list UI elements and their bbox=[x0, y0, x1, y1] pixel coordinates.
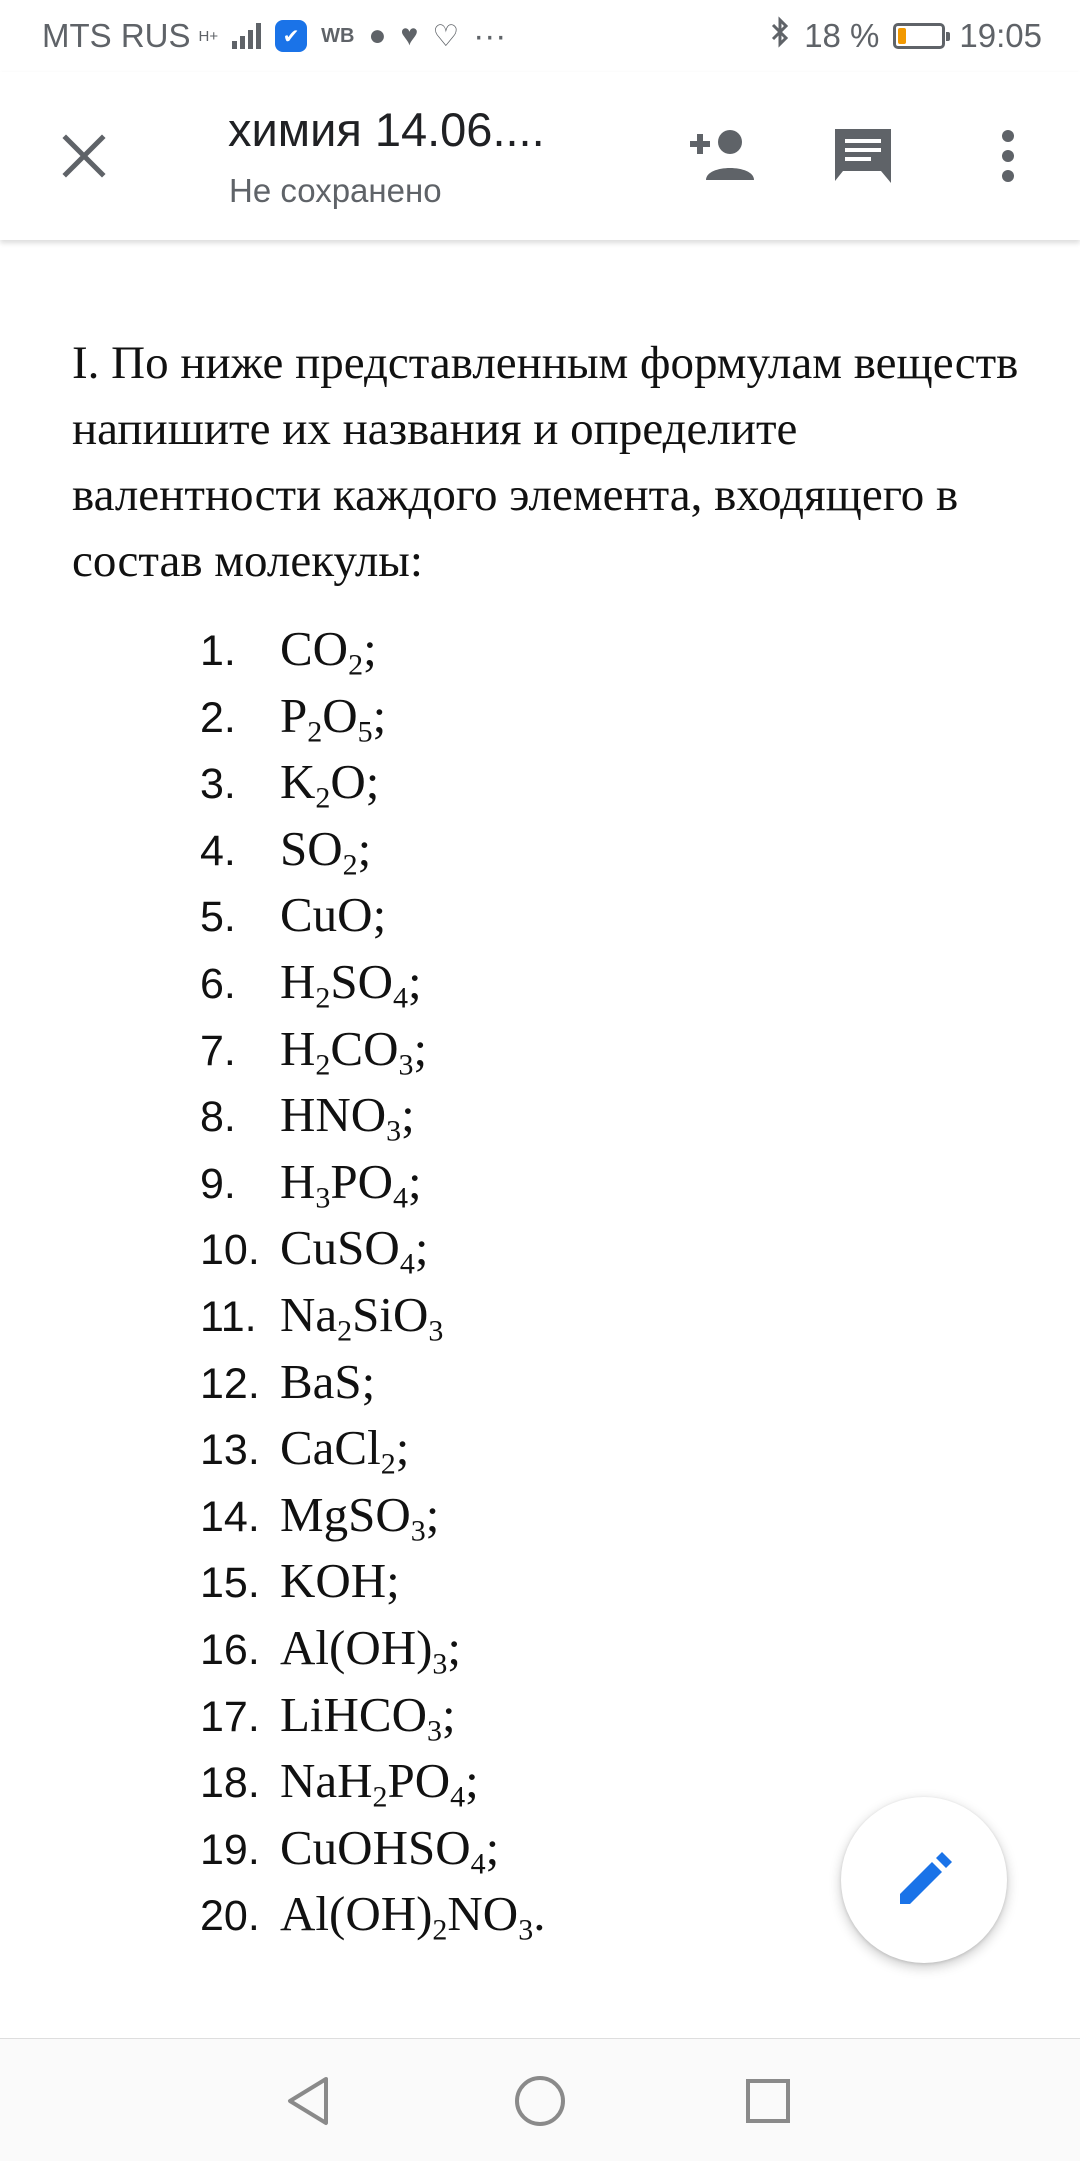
formula-subscript: 2 bbox=[380, 1447, 396, 1481]
formula-subscript: 2 bbox=[372, 1780, 388, 1814]
formula-text: MgSO bbox=[280, 1486, 411, 1542]
formula-text: SO bbox=[330, 953, 394, 1009]
formula-subscript: 2 bbox=[315, 1048, 331, 1082]
formula-text: H bbox=[280, 953, 316, 1009]
formula-item bbox=[72, 1286, 1022, 1353]
close-icon bbox=[62, 134, 106, 178]
formula-subscript: 2 bbox=[315, 781, 331, 815]
chemical-formula bbox=[280, 1552, 400, 1609]
formula-item bbox=[72, 1486, 1022, 1553]
clock: 19:05 bbox=[959, 17, 1042, 54]
formula-item bbox=[72, 1686, 1022, 1753]
formula-subscript: 3 bbox=[518, 1913, 534, 1947]
formula-text: Al(OH) bbox=[280, 1886, 433, 1942]
formula-number: 3. bbox=[200, 760, 236, 809]
formula-text: Na bbox=[280, 1286, 338, 1342]
formula-text: NaH bbox=[280, 1753, 373, 1809]
formula-text: SO bbox=[280, 820, 343, 876]
formula-number: 5. bbox=[200, 893, 236, 942]
formula-text: Al(OH) bbox=[280, 1619, 433, 1675]
formula-text: BaS; bbox=[280, 1353, 376, 1409]
formula-number: 19. bbox=[200, 1825, 260, 1874]
formula-subscript: 3 bbox=[410, 1514, 426, 1548]
formula-text: P bbox=[280, 687, 308, 743]
formula-subscript: 2 bbox=[315, 981, 331, 1015]
formula-item bbox=[72, 820, 1022, 887]
document-title[interactable]: химия 14.06.... bbox=[228, 103, 545, 156]
chemical-formula bbox=[280, 1219, 429, 1281]
chat-bubble-icon: ● bbox=[368, 19, 387, 52]
formula-text: NO bbox=[447, 1886, 519, 1942]
wb-app-badge: WB bbox=[321, 24, 355, 47]
formula-text: CuSO bbox=[280, 1220, 400, 1276]
more-vert-icon bbox=[998, 128, 1018, 184]
formula-subscript: 4 bbox=[450, 1780, 466, 1814]
formula-number: 20. bbox=[200, 1892, 260, 1941]
formula-item bbox=[72, 1086, 1022, 1153]
formula-number: 11. bbox=[200, 1292, 257, 1341]
formula-text: SiO bbox=[352, 1286, 429, 1342]
formula-number: 8. bbox=[200, 1093, 236, 1142]
task-intro: I. По ниже представленным формулам веществ напишите их названия и определите валентности каждого элемента, входящего в состав молекулы: bbox=[72, 337, 1019, 587]
formula-text: ; bbox=[401, 1087, 415, 1143]
formula-text: CuO; bbox=[280, 887, 387, 943]
formula-text: ; bbox=[357, 820, 372, 876]
formula-subscript: 2 bbox=[307, 715, 323, 749]
formula-text: . bbox=[533, 1886, 546, 1942]
formula-item bbox=[72, 1153, 1022, 1220]
formula-text: LiHCO bbox=[280, 1686, 427, 1742]
chemical-formula bbox=[280, 1286, 444, 1348]
formula-text: PO bbox=[387, 1753, 451, 1809]
formula-subscript: 2 bbox=[432, 1913, 448, 1947]
formula-text: CuOHSO bbox=[280, 1819, 471, 1875]
bluetooth-icon bbox=[770, 16, 790, 56]
formula-number: 9. bbox=[200, 1159, 236, 1208]
chemical-formula bbox=[280, 1419, 410, 1481]
battery-icon bbox=[893, 23, 945, 49]
formula-item bbox=[72, 1419, 1022, 1486]
formula-text: ; bbox=[447, 1619, 462, 1675]
formula-subscript: 5 bbox=[357, 715, 373, 749]
chemical-formula bbox=[280, 886, 386, 943]
nav-recents-button[interactable] bbox=[732, 2065, 804, 2137]
chemical-formula bbox=[280, 953, 422, 1015]
formula-text: CaCl bbox=[280, 1420, 381, 1476]
add-person-icon bbox=[684, 128, 756, 184]
network-type: H+ bbox=[198, 27, 219, 45]
save-status: Не сохранено bbox=[229, 172, 442, 209]
formula-text: ; bbox=[363, 621, 377, 676]
formula-text: O bbox=[322, 687, 358, 743]
formula-text: CO bbox=[280, 621, 349, 676]
formula-number: 17. bbox=[200, 1692, 260, 1741]
chemical-formula bbox=[280, 1020, 428, 1082]
formula-text: ; bbox=[408, 953, 422, 1009]
recents-icon bbox=[744, 2077, 792, 2125]
status-bar-left bbox=[42, 17, 506, 55]
formula-number: 18. bbox=[200, 1759, 260, 1808]
chemical-formula bbox=[280, 1086, 415, 1148]
formula-number: 6. bbox=[200, 959, 236, 1008]
chemical-formula bbox=[280, 687, 387, 749]
formula-item bbox=[72, 1219, 1022, 1286]
app-bar bbox=[0, 72, 1080, 240]
formula-text: ; bbox=[465, 1753, 479, 1809]
formula-number: 7. bbox=[200, 1026, 236, 1075]
signal-icon bbox=[232, 23, 261, 49]
formula-item bbox=[72, 953, 1022, 1020]
formula-number: 10. bbox=[200, 1226, 260, 1275]
formula-subscript: 2 bbox=[342, 848, 358, 882]
chemical-formula bbox=[280, 1619, 462, 1681]
formula-subscript: 3 bbox=[432, 1647, 448, 1681]
formula-text: ; bbox=[372, 687, 387, 743]
formula-text: ; bbox=[413, 1020, 428, 1076]
formula-subscript: 2 bbox=[337, 1314, 353, 1348]
formula-text: ; bbox=[408, 1153, 422, 1209]
formula-text: H bbox=[280, 1020, 316, 1076]
formula-number: 14. bbox=[200, 1492, 260, 1541]
formula-item bbox=[72, 620, 1022, 687]
comment-icon bbox=[831, 125, 895, 187]
chemical-formula bbox=[280, 1153, 422, 1215]
battery-percent: 18 % bbox=[804, 17, 880, 54]
formula-item bbox=[72, 886, 1022, 953]
formula-text: ; bbox=[414, 1220, 429, 1276]
chemical-formula bbox=[280, 820, 372, 882]
formula-subscript: 3 bbox=[398, 1048, 414, 1082]
document-body[interactable] bbox=[72, 330, 1022, 1952]
formula-text: ; bbox=[395, 1420, 410, 1476]
formula-text: ; bbox=[442, 1686, 456, 1742]
formula-text: HNO bbox=[280, 1087, 387, 1143]
comments-button[interactable] bbox=[819, 112, 907, 200]
chemical-formula bbox=[280, 1353, 375, 1410]
formula-number: 1. bbox=[200, 627, 236, 675]
formula-text: H bbox=[280, 1153, 316, 1209]
formula-number: 2. bbox=[200, 693, 236, 742]
formula-subscript: 4 bbox=[393, 981, 409, 1015]
battery-level-fill bbox=[898, 28, 906, 44]
chemical-formula bbox=[280, 753, 380, 815]
formula-item bbox=[72, 1020, 1022, 1087]
formula-item bbox=[72, 1619, 1022, 1686]
formula-text: CO bbox=[330, 1020, 399, 1076]
formula-number: 16. bbox=[200, 1625, 260, 1674]
formula-subscript: 3 bbox=[386, 1114, 402, 1148]
status-bar-right bbox=[770, 16, 1042, 56]
formula-subscript: 3 bbox=[428, 1314, 444, 1348]
formula-subscript: 3 bbox=[315, 1181, 331, 1215]
formula-text: O; bbox=[330, 754, 380, 810]
nav-back-button[interactable] bbox=[272, 2065, 344, 2137]
heart-icon: ♥ bbox=[400, 19, 419, 52]
formula-list bbox=[72, 620, 1022, 1952]
close-button[interactable] bbox=[40, 112, 128, 200]
formula-item bbox=[72, 753, 1022, 820]
status-bar bbox=[0, 0, 1080, 72]
formula-item bbox=[72, 1552, 1022, 1619]
carrier-name: MTS RUS bbox=[42, 17, 191, 54]
edit-fab-button[interactable] bbox=[841, 1797, 1007, 1963]
formula-number: 4. bbox=[200, 826, 236, 875]
formula-subscript: 2 bbox=[348, 648, 364, 682]
chemical-formula bbox=[280, 1885, 546, 1947]
chemical-formula bbox=[280, 1819, 500, 1881]
back-icon bbox=[284, 2075, 332, 2127]
formula-subscript: 3 bbox=[427, 1714, 442, 1748]
formula-text: KOH; bbox=[280, 1553, 400, 1609]
formula-subscript: 4 bbox=[399, 1247, 415, 1281]
chemical-formula bbox=[280, 1486, 440, 1548]
chemical-formula bbox=[280, 1752, 479, 1814]
formula-text: ; bbox=[485, 1819, 500, 1875]
nav-home-button[interactable] bbox=[504, 2065, 576, 2137]
formula-number: 15. bbox=[200, 1559, 260, 1608]
formula-text: K bbox=[280, 754, 316, 810]
formula-number: 13. bbox=[200, 1426, 260, 1475]
formula-text: PO bbox=[330, 1153, 394, 1209]
more-notifications-icon: ··· bbox=[473, 17, 507, 54]
formula-subscript: 4 bbox=[393, 1181, 409, 1215]
formula-subscript: 4 bbox=[470, 1847, 486, 1881]
share-add-person-button[interactable] bbox=[676, 112, 764, 200]
home-icon bbox=[513, 2074, 567, 2128]
chemical-formula bbox=[280, 620, 377, 682]
system-nav-bar bbox=[0, 2038, 1080, 2161]
shield-app-icon: ✔ bbox=[275, 20, 307, 52]
more-options-button[interactable] bbox=[964, 112, 1052, 200]
health-heart-icon: ♡ bbox=[432, 19, 460, 53]
formula-item bbox=[72, 687, 1022, 754]
chemical-formula bbox=[280, 1686, 456, 1748]
formula-number: 12. bbox=[200, 1359, 260, 1408]
formula-item bbox=[72, 1353, 1022, 1420]
formula-text: ; bbox=[425, 1486, 440, 1542]
edit-pencil-icon bbox=[894, 1850, 954, 1910]
